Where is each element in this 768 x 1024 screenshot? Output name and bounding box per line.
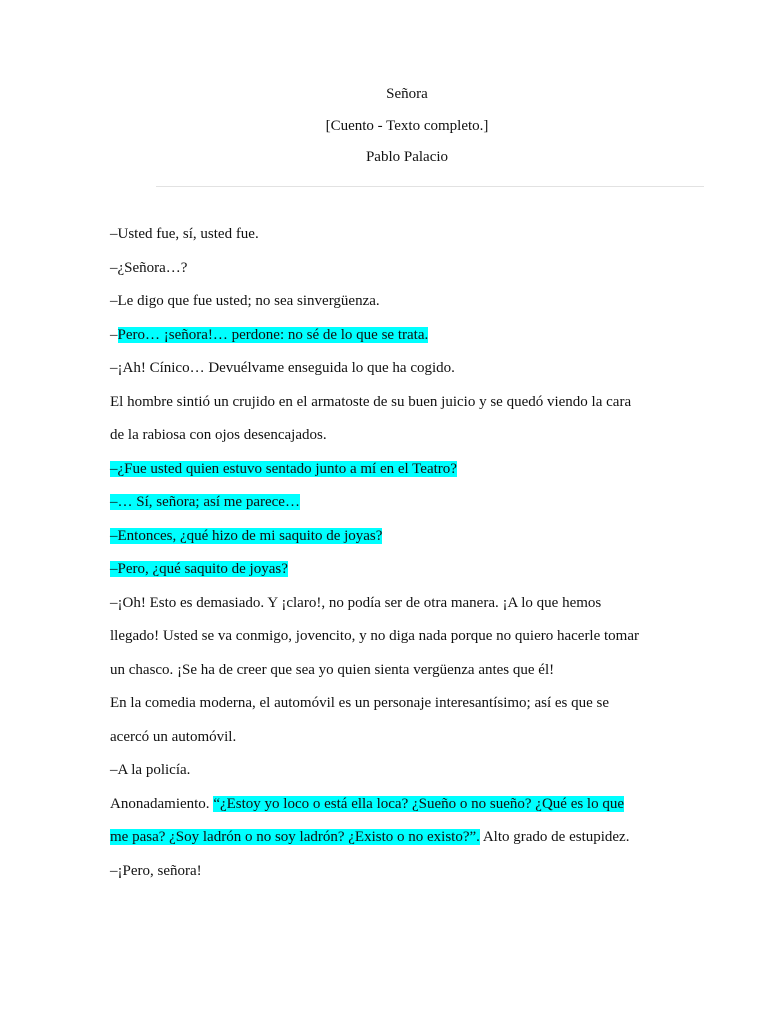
story-line <box>110 721 670 755</box>
text-segment: – <box>110 326 118 343</box>
highlighted-text: “¿Estoy yo loco o está ella loca? ¿Sueño o no sueño? ¿Qué es lo que <box>213 795 625 812</box>
text-segment: –Le digo que fue usted; no sea sinvergüenza. <box>110 293 380 309</box>
story-line <box>110 654 670 688</box>
story-line <box>110 486 670 520</box>
story-line <box>110 687 670 721</box>
story-line <box>110 855 670 889</box>
story-line <box>110 285 670 319</box>
story-line <box>110 587 670 621</box>
story-line <box>110 352 670 386</box>
highlighted-text: –… Sí, señora; así me parece… <box>110 494 300 510</box>
story-line <box>110 520 670 554</box>
story-line <box>110 754 670 788</box>
highlighted-text: –Entonces, ¿qué hizo de mi saquito de joyas? <box>110 527 383 544</box>
story-line <box>110 386 670 420</box>
text-segment: un chasco. ¡Se ha de creer que sea yo quien sienta vergüenza antes que él! <box>110 661 555 678</box>
story-line <box>110 453 670 487</box>
story-line <box>110 252 670 286</box>
highlighted-text: –Pero, ¿qué saquito de joyas? <box>110 561 288 577</box>
story-line <box>110 419 670 453</box>
highlighted-text: Pero… ¡señora!… perdone: no sé de lo que se trata. <box>117 326 429 343</box>
text-segment: –Usted fue, sí, usted fue. <box>110 226 259 242</box>
text-segment: –A la policía. <box>110 762 191 778</box>
story-line <box>110 620 670 654</box>
text-segment: Anonadamiento. <box>110 795 214 812</box>
text-segment: –¡Pero, señora! <box>110 862 202 879</box>
document-header <box>156 84 658 179</box>
text-segment: llegado! Usted se va conmigo, jovencito, y no diga nada porque no quiero hacerle tomar <box>110 628 639 644</box>
text-segment: Alto grado de estupidez. <box>479 829 630 845</box>
document-title: Señora <box>386 86 428 102</box>
text-segment: de la rabiosa con ojos desencajados. <box>110 427 327 443</box>
story-body <box>110 218 670 888</box>
story-line <box>110 788 670 822</box>
story-line <box>110 821 670 855</box>
highlighted-text: –¿Fue usted quien estuvo sentado junto a mí en el Teatro? <box>110 460 457 477</box>
header-divider <box>156 186 704 187</box>
text-segment: El hombre sintió un crujido en el armatoste de su buen juicio y se quedó viendo la cara <box>110 393 632 410</box>
highlighted-text: me pasa? ¿Soy ladrón o no soy ladrón? ¿Existo o no existo?”. <box>110 829 480 845</box>
story-line <box>110 218 670 252</box>
document-author: Pablo Palacio <box>365 149 449 165</box>
text-segment: En la comedia moderna, el automóvil es un personaje interesantísimo; así es que se <box>110 695 610 711</box>
text-segment: acercó un automóvil. <box>110 728 237 745</box>
document-subtitle: [Cuento - Texto completo.] <box>325 117 489 134</box>
text-segment: –¡Oh! Esto es demasiado. Y ¡claro!, no podía ser de otra manera. ¡A lo que hemos <box>110 594 602 611</box>
text-segment: –¿Señora…? <box>110 259 188 276</box>
story-line <box>110 319 670 353</box>
story-line <box>110 553 670 587</box>
text-segment: –¡Ah! Cínico… Devuélvame enseguida lo que ha cogido. <box>110 360 455 376</box>
